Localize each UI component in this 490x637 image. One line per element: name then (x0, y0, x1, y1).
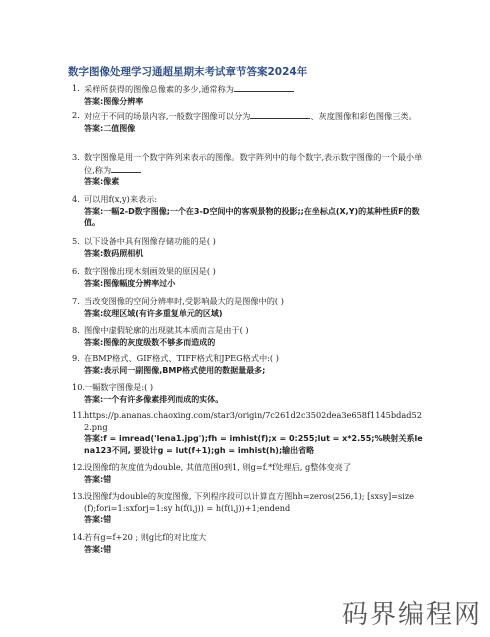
question-4 (72, 194, 424, 229)
answer-text: 答案:错 (84, 544, 112, 554)
question-number: 6. (72, 266, 80, 276)
question-number: 9. (72, 353, 80, 363)
answer-blank (111, 164, 141, 173)
answer-text: 答案:错 (84, 515, 112, 524)
question-number: 11. (72, 410, 86, 420)
question-number: 4. (72, 194, 80, 204)
question-13 (72, 491, 424, 526)
question-text: 一幅数字图像是:( ) (84, 382, 154, 392)
question-number: 8. (72, 325, 80, 335)
question-text: 以下设备中具有图像存储功能的是( ) (84, 236, 216, 246)
question-number: 2. (72, 110, 80, 120)
question-number: 14. (72, 532, 86, 542)
question-text: 可以用f(x,y)来表示: (84, 194, 158, 204)
question-text: 当改变图像的空间分辨率时,受影响最大的是图像中的( ) (84, 296, 284, 306)
question-6 (72, 266, 424, 289)
question-text: 采样所获得的图像总像素的多少,通常称为 (84, 84, 234, 94)
question-text-cont: 、灰度图像和彩色图像三类。 (310, 111, 417, 121)
question-number: 10. (72, 382, 86, 392)
page-title: 数字图像处理学习通超星期末考试章节答案2024年 (68, 66, 308, 78)
question-text: 在BMP格式、GIF格式、TIFF格式和JPEG格式中:( ) (84, 353, 279, 363)
question-text: 数字图像是用一个数字阵列来表示的图像。数字阵列中的每个数字,表示数字图像的一个最小单位,称为 (84, 152, 423, 175)
question-number: 1. (72, 83, 80, 93)
question-14 (72, 532, 424, 555)
question-5 (72, 236, 424, 259)
answer-text: 答案:一幅2-D数字图像;一个在3-D空间中的客观景物的投影;;在坐标点(X,Y)的某种性质F的数值。 (84, 206, 420, 227)
answer-text: 答案:f = imread('lena1.jpg');fh = imhist(f);x = 0:255;lut = x*2.55;%映射关系lena123不同, 要设计g = lut(f+1);gh = imhist(h);输出省略 (84, 434, 423, 455)
answer-text: 答案:表示同一副图像,BMP格式使用的数据量最多; (84, 365, 266, 375)
question-3 (72, 152, 424, 188)
question-text: 数字图像出现木刻画效果的原因是( ) (84, 266, 216, 276)
question-number: 7. (72, 296, 80, 306)
question-12 (72, 462, 424, 485)
answer-blank (250, 110, 310, 119)
question-number: 12. (72, 462, 86, 472)
answer-text: 答案:图像的灰度级数不够多而造成的 (84, 337, 216, 347)
answer-text: 答案:数码照相机 (84, 248, 144, 258)
question-text: 图像中虚假轮廓的出现就其本质而言是由于( ) (84, 325, 249, 335)
question-7 (72, 296, 424, 319)
question-text: 对应于不同的场景内容,一般数字图像可以分为 (84, 111, 251, 121)
question-text: 设图像f为double的灰度图像, 下列程序段可以计算直方图hh=zeros(256,1); [sxsy]=size(f);fori=1:sxforj=1:sy h(f(i,j)) = h(f(i,j))+1;endend (84, 491, 414, 513)
question-1 (72, 83, 424, 107)
question-10 (72, 382, 424, 405)
question-number: 5. (72, 236, 80, 246)
site-watermark: 码界编程网 (341, 600, 482, 630)
answer-text: 答案:图像幅度分辨率过小 (84, 278, 176, 288)
question-text: 若有g=f+20 ; 则g比f的对比度大 (84, 532, 207, 542)
answer-text: 答案:二值图像 (84, 123, 136, 133)
answer-blank (234, 83, 294, 92)
answer-text: 答案:图像分辨率 (84, 96, 144, 106)
question-url: https://p.ananas.chaoxing.com/star3/origin/7c261d2c3502dea3e658f1145bdad522.png (84, 410, 422, 432)
question-9 (72, 353, 424, 376)
question-2 (72, 110, 424, 134)
question-number: 3. (72, 152, 80, 162)
question-8 (72, 325, 424, 348)
answer-text: 答案:纹理区域(有许多重复单元的区域) (84, 308, 223, 318)
answer-text: 答案:错 (84, 474, 112, 484)
question-text: 设图像f的灰度值为double, 其值范围0到1, 则g=f.*f处理后, g整体变亮了 (84, 462, 352, 472)
answer-text: 答案:一个有许多像素排列而成的实体。 (84, 394, 224, 404)
question-number: 13. (72, 491, 86, 501)
question-11 (72, 410, 424, 456)
answer-text: 答案:像素 (84, 177, 120, 186)
